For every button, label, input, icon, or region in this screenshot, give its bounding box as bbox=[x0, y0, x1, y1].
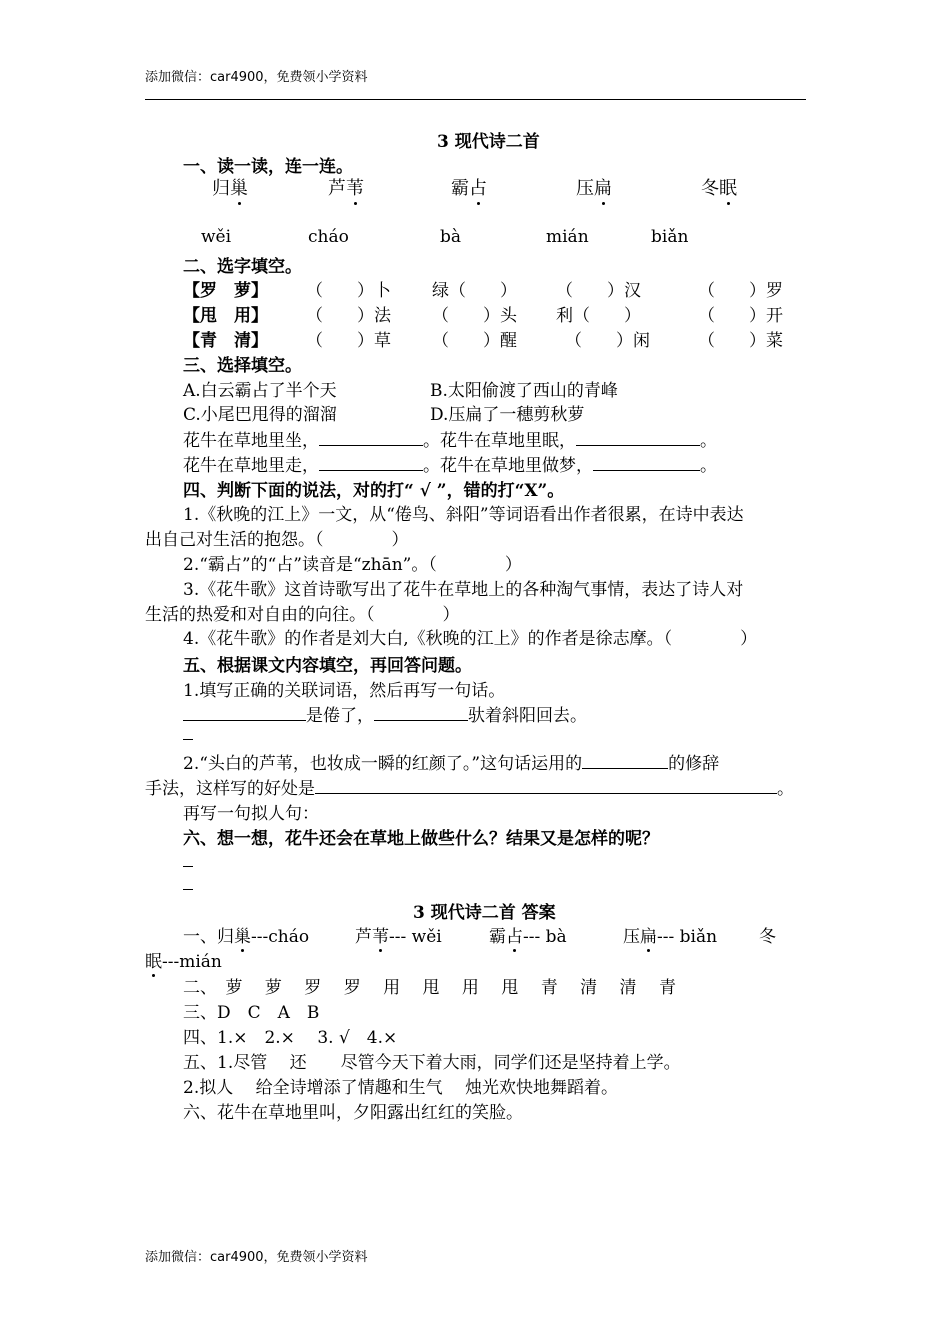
judge-3-line-1: 3.《花牛歌》这首诗歌写出了花牛在草地上的各种淘气事情，表达了诗人对 bbox=[183, 580, 744, 600]
section-1-heading: 一、读一读，连一连。 bbox=[183, 157, 353, 177]
row-2-item-2: （ ）头 bbox=[432, 306, 517, 326]
row-3-item-1: （ ）草 bbox=[306, 331, 391, 351]
row-2-item-1: （ ）法 bbox=[306, 306, 391, 326]
pinyin-4: mián bbox=[546, 227, 589, 247]
answer-2: 二、 萝 萝 罗 罗 用 甩 用 甩 青 清 清 青 bbox=[183, 978, 676, 998]
option-c: C.小尾巴甩得的溜溜 bbox=[183, 405, 337, 425]
judge-4: 4.《花牛歌》的作者是刘大白,《秋晚的江上》的作者是徐志摩。（ ） bbox=[183, 629, 758, 649]
pinyin-1: wěi bbox=[201, 227, 232, 247]
fill-line-1: 花牛在草地里坐， 。花牛在草地里眠， 。 bbox=[183, 431, 717, 451]
row-2-label: 【甩 用】 bbox=[183, 306, 268, 326]
option-a: A.白云霸占了半个天 bbox=[183, 381, 337, 401]
row-3-item-3: （ ）闲 bbox=[565, 331, 650, 351]
answer-1-part-2: 芦苇--- wěi bbox=[355, 922, 442, 947]
row-1-item-3: （ ）汉 bbox=[556, 281, 641, 301]
answer-5-2: 2.拟人 给全诗增添了情趣和生气 烛光欢快地舞蹈着。 bbox=[183, 1078, 619, 1098]
word-2: 芦苇 bbox=[328, 174, 364, 200]
answers-title: 3 现代诗二首 答案 bbox=[413, 903, 556, 923]
answer-5-1: 五、1.尽管 还 尽管今天下着大雨，同学们还是坚持着上学。 bbox=[183, 1053, 681, 1073]
answer-1-part-4: 压扁--- biǎn bbox=[623, 922, 717, 947]
section-2-heading: 二、选字填空。 bbox=[183, 257, 302, 277]
answer-1-line-2: 眠---mián bbox=[145, 947, 222, 972]
row-2-item-3: 利（ ） bbox=[556, 306, 641, 326]
row-1-item-2: 绿（ ） bbox=[432, 281, 517, 301]
section-3-heading: 三、选择填空。 bbox=[183, 356, 302, 376]
word-1: 归巢 bbox=[212, 174, 248, 200]
judge-3-line-2: 生活的热爱和对自由的向往。（ ） bbox=[145, 605, 460, 625]
row-3-item-2: （ ）醒 bbox=[432, 331, 517, 351]
judge-2: 2.“霸占”的“占”读音是“zhān”。（ ） bbox=[183, 555, 522, 575]
answer-1-part-5: 冬 bbox=[759, 927, 776, 947]
word-5: 冬眠 bbox=[701, 174, 737, 200]
q5-2-line-1: 2.“头白的芦苇，也妆成一瞬的红颜了。”这句话运用的 的修辞 bbox=[183, 754, 720, 774]
word-3: 霸占 bbox=[451, 174, 487, 200]
pinyin-2: cháo bbox=[308, 227, 349, 247]
answer-4: 四、1.× 2.× 3. √ 4.× bbox=[183, 1028, 398, 1048]
pinyin-3: bà bbox=[440, 227, 462, 247]
q5-2-line-2: 手法，这样写的好处是 。 bbox=[145, 779, 794, 799]
word-4: 压扁 bbox=[576, 174, 612, 200]
answer-line bbox=[183, 739, 193, 740]
option-d: D.压扁了一穗剪秋萝 bbox=[430, 405, 585, 425]
page-header: 添加微信：car4900，免费领小学资料 bbox=[145, 70, 368, 85]
answer-line bbox=[183, 889, 193, 890]
row-1-item-1: （ ）卜 bbox=[306, 281, 391, 301]
q5-1: 1.填写正确的关联词语，然后再写一句话。 bbox=[183, 681, 506, 701]
page-footer: 添加微信：car4900，免费领小学资料 bbox=[145, 1250, 368, 1265]
answer-6: 六、花牛在草地里叫，夕阳露出红红的笑脸。 bbox=[183, 1103, 523, 1123]
fill-line-2: 花牛在草地里走， 。花牛在草地里做梦， 。 bbox=[183, 456, 717, 476]
row-1-label: 【罗 萝】 bbox=[183, 281, 268, 301]
section-6-heading: 六、想一想，花牛还会在草地上做些什么？结果又是怎样的呢？ bbox=[183, 829, 659, 849]
row-2-item-4: （ ）开 bbox=[698, 306, 783, 326]
row-3-item-4: （ ）菜 bbox=[698, 331, 783, 351]
answer-1-line-1: 一、归巢---cháo bbox=[183, 922, 309, 947]
q5-1-fill: 是倦了， 驮着斜阳回去。 bbox=[183, 701, 587, 726]
row-3-label: 【青 清】 bbox=[183, 331, 268, 351]
judge-1-line-2: 出自己对生活的抱怨。（ ） bbox=[145, 530, 409, 550]
pinyin-5: biǎn bbox=[651, 227, 689, 247]
row-1-item-4: （ ）罗 bbox=[698, 281, 783, 301]
section-4-heading: 四、判断下面的说法，对的打“ √ ”，错的打“X”。 bbox=[183, 481, 565, 501]
judge-1-line-1: 1.《秋晚的江上》一文，从“倦鸟、斜阳”等词语看出作者很累，在诗中表达 bbox=[183, 505, 744, 525]
answer-line bbox=[183, 866, 193, 867]
q5-3: 再写一句拟人句： bbox=[183, 804, 319, 824]
option-b: B.太阳偷渡了西山的青峰 bbox=[430, 381, 618, 401]
header-rule bbox=[145, 99, 806, 100]
section-5-heading: 五、根据课文内容填空，再回答问题。 bbox=[183, 656, 472, 676]
answer-1-part-3: 霸占--- bà bbox=[489, 922, 567, 947]
page-title: 3 现代诗二首 bbox=[437, 132, 540, 152]
answer-3: 三、D C A B bbox=[183, 1003, 320, 1023]
